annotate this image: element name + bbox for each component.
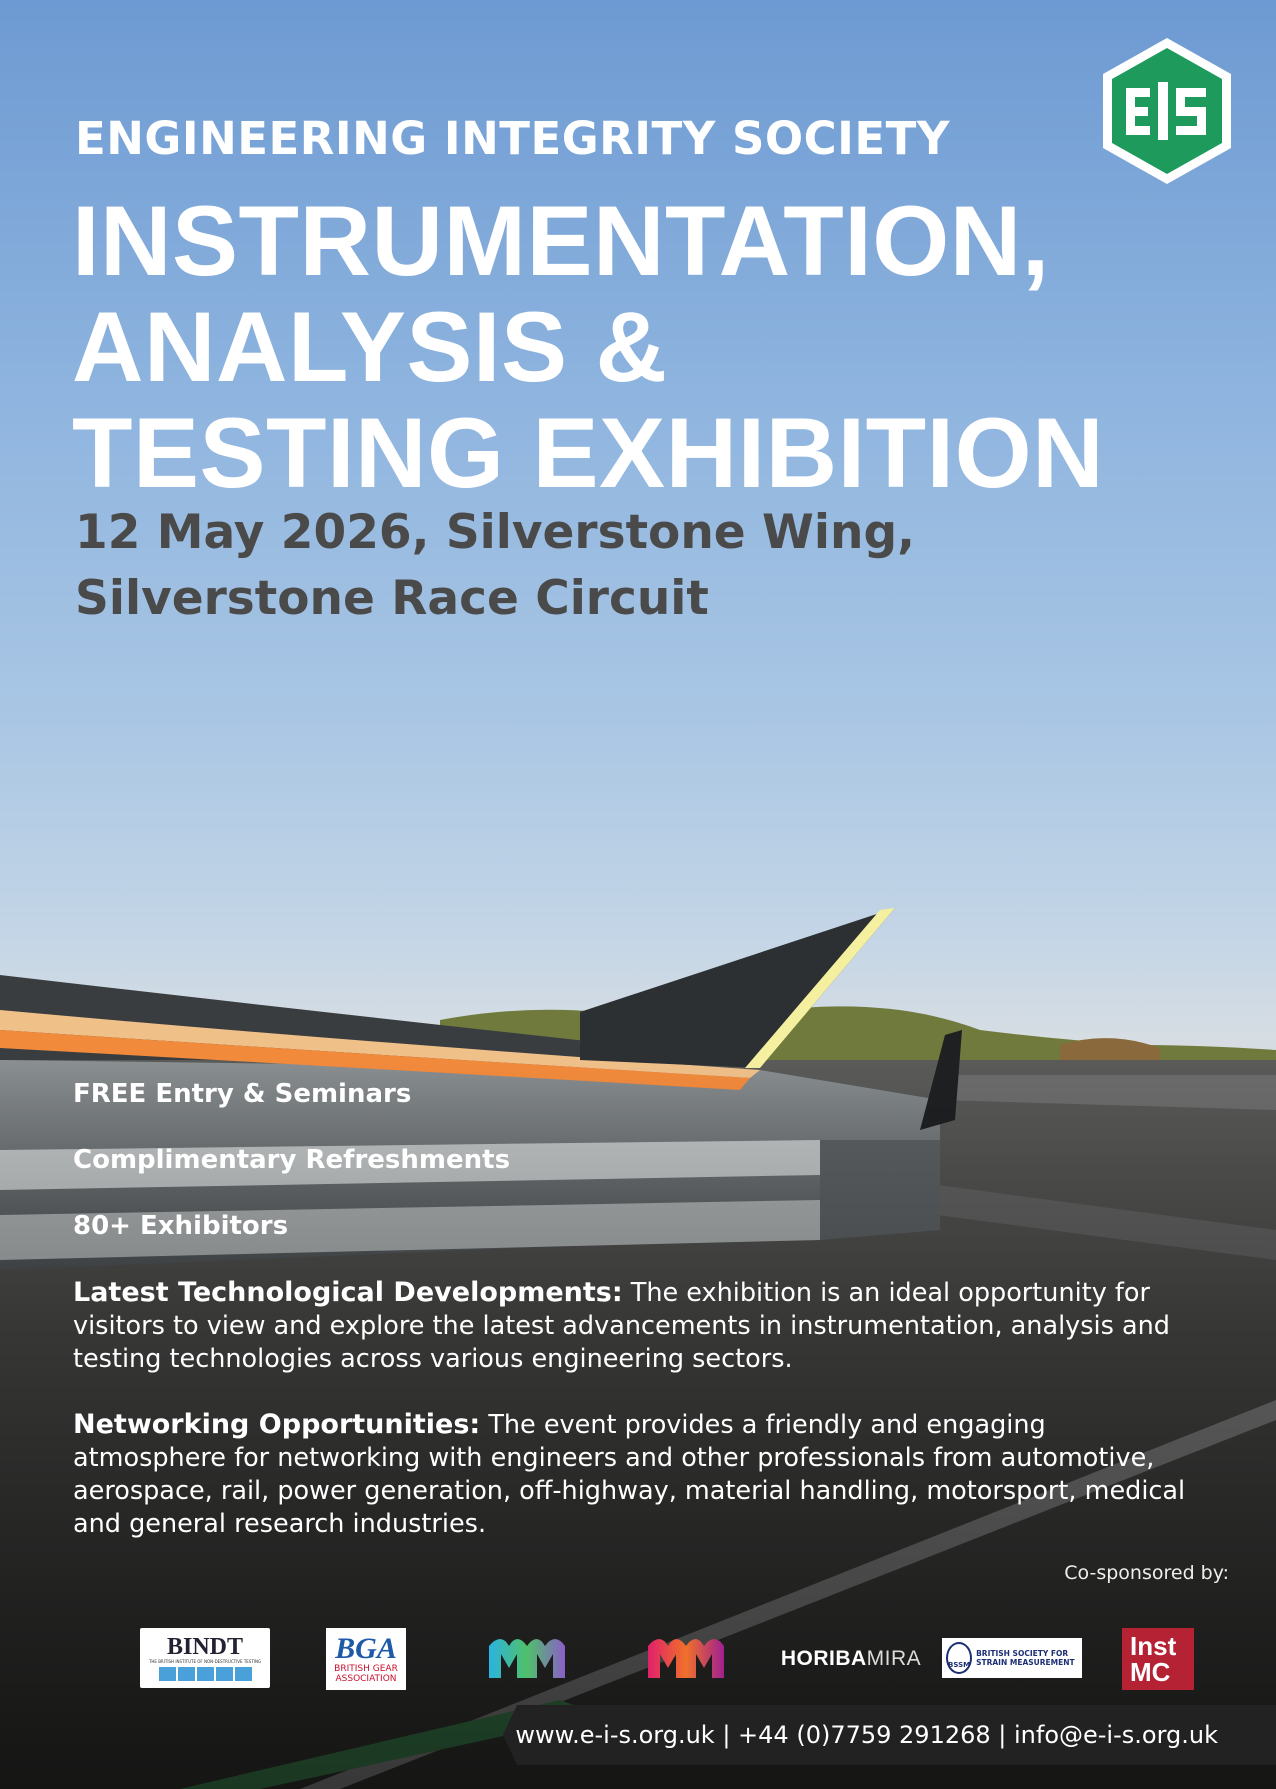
subtitle-line: 12 May 2026, Silverstone Wing, — [75, 505, 915, 560]
bga-logo — [326, 1628, 406, 1690]
event-date-venue — [75, 500, 915, 632]
paragraph-technology — [73, 1276, 1203, 1376]
paragraph-body: The event provides a friendly and engaging atmosphere for networking with engineers and other professionals from automotive, aerospace, rail, power generation, off-highway, material handling, motorsport, medical and general research industries. — [73, 1410, 1186, 1539]
features-section — [73, 1078, 1203, 1573]
feature-item: Complimentary Refreshments — [73, 1145, 511, 1175]
mira-text: MIRA — [866, 1647, 922, 1670]
eis-logo — [1100, 36, 1234, 186]
paragraph-heading: Latest Technological Developments: — [73, 1277, 623, 1308]
title-line: TESTING EXHIBITION — [72, 397, 1105, 508]
subtitle-line: Silverstone Race Circuit — [75, 571, 709, 626]
bssm-logo — [942, 1638, 1082, 1678]
feature-item: FREE Entry & Seminars — [73, 1079, 412, 1109]
bssm-emblem: BSSM — [946, 1642, 972, 1674]
mm-logo-blue — [485, 1628, 569, 1690]
horiba-text: HORIBA — [780, 1647, 867, 1670]
paragraph-networking — [73, 1408, 1203, 1541]
sponsor-logos — [0, 1618, 1276, 1694]
title-line: INSTRUMENTATION, — [72, 185, 1050, 296]
contact-info: www.e-i-s.org.uk | +44 (0)7759 291268 | info@e-i-s.org.uk — [515, 1721, 1218, 1749]
instmc-line: Inst — [1130, 1631, 1177, 1661]
bga-logo-text: BGA — [335, 1632, 397, 1665]
bindt-logo — [140, 1628, 270, 1688]
exhibition-title — [72, 185, 1105, 508]
title-line: ANALYSIS & — [72, 291, 668, 402]
bga-logo-subtext: BRITISH GEAR ASSOCIATION — [334, 1664, 398, 1684]
bssm-name: BRITISH SOCIETY FOR STRAIN MEASUREMENT — [976, 1649, 1075, 1667]
paragraph-body: The exhibition is an ideal opportunity for visitors to view and explore the latest advancements in instrumentation, analysis and testing technologies across various engineering sectors. — [73, 1278, 1170, 1374]
instmc-logo — [1122, 1628, 1194, 1690]
paragraph-heading: Networking Opportunities: — [73, 1409, 481, 1440]
cosponsored-label: Co-sponsored by: — [1064, 1562, 1229, 1584]
organization-name: ENGINEERING INTEGRITY SOCIETY — [75, 112, 950, 165]
feature-item: 80+ Exhibitors — [73, 1211, 289, 1241]
horiba-mira-logo — [780, 1628, 922, 1690]
mm-logo-red — [644, 1628, 728, 1690]
instmc-line: MC — [1130, 1657, 1171, 1687]
bindt-logo-text: BINDT — [166, 1634, 244, 1660]
bindt-logo-subtext: THE BRITISH INSTITUTE OF NON-DESTRUCTIVE TESTING — [148, 1659, 262, 1664]
